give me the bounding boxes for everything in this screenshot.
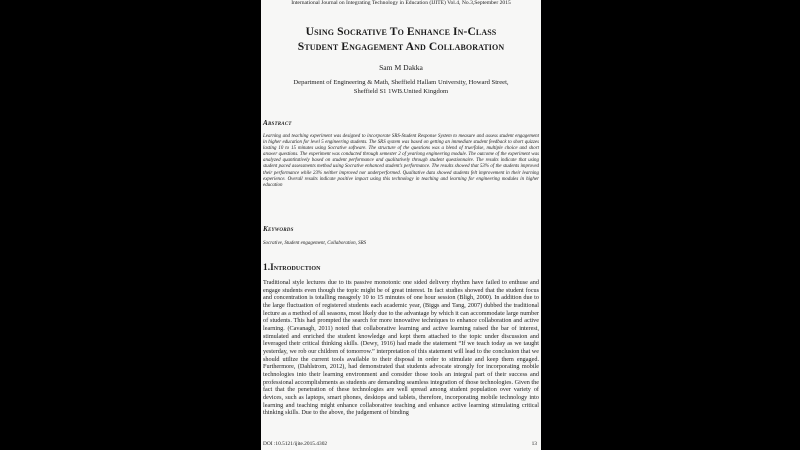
affiliation-line-1: Department of Engineering & Math, Sheffield Hallam University, Howard Street, [293, 79, 509, 86]
keywords-heading: Keywords [263, 225, 294, 233]
keywords-text: Socrative, Student engagement, Collaboration, SRS [263, 241, 367, 246]
abstract-heading: Abstract [263, 119, 292, 127]
author-name: Sam M Dakka [379, 63, 423, 72]
paper-title-line-2: Student Engagement And Collaboration [297, 39, 505, 53]
page-number: 13 [531, 441, 537, 447]
introduction-text: Traditional style lectures due to its passive monotonic one sided delivery rhythm have failed to enthuse and engage students even though the topic might be of great interest. In fact studies showed that the student focus and concentration is totalling meagrely 10 to 15 minutes of one hour session (Bligh, 2000). In addition due to the large fluctuation of registered students each academic year, (Biggs and Tang, 2007) dubbed the traditional lecture as a method of all seasons, most likely due to the advantage by which it can accommodate large number of students. This had prompted the search for more innovative techniques to enhance collaboration and active learning. (Cavanagh, 2011) noted that collaborative learning and active learning raised the bar of interest, stimulated and enriched the student knowledge and kept them attached to the topic under discussion and leveraged their critical thinking skills. (Dewy, 1916) had made the statement “If we teach today as we taught yesterday, we rob our children of tomorrow.” interpretation of this statement will lead to the conclusion that we should utilize the current tools available to their disposal in order to stimulate and keep them engaged. Furthermore, (Dahlstrom, 2012), had demonstrated that students advocate strongly for incorporating mobile technologies into their learning environment and consider those tools an integral part of their success and professional accomplishments as students are demanding seamless integration of those technologies. Given the fact that the penetration of these technologies are well spread among student population over variety of devices, such as laptops, smart phones, desktops and tablets, therefore, incorporating mobile technology into learning and teaching might enhance collaborative teaching and enhance active learning stimulating critical thinking skills. Due to the above, the judgement of binding [263, 279, 539, 417]
journal-header: International Journal on Integrating Technology in Education (IJITE) Vol.4, No.3,September 2015 [291, 0, 511, 6]
affiliation-line-2: Sheffield S1 1WB.United Kingdom [353, 88, 449, 95]
footer-doi: DOI :10.5121/ijite.2015.4302 [263, 441, 328, 447]
introduction-heading: 1.Introduction [263, 262, 321, 272]
paper-title [261, 25, 541, 54]
paper-page [261, 0, 541, 450]
author-affiliation [267, 78, 535, 96]
abstract-text: Learning and teaching experiment was designed to incorporate SRS-Student Response System to measure and assess student engagement in higher education for level 5 engineering students. The SRS system was based on getting an immediate student feedback to short quizzes lasting 10 to 15 minutes using Socrative software. The structure of the questions was a blend of true/false, multiple choice and short answer questions. The experiment was conducted through semester 2 of yearlong engineering module. The outcome of the experiment was analyzed quantitatively based on student performance and qualitatively through student questionnaire. The results indicate that using student paced assessments method using Socrative enhanced student’s performance. The results showed that 53% of the students improved their performance while 23% neither improved nor underperformed. Qualitative data showed students felt improvement in their learning experience. Overall results indicate positive impact using this technology in teaching and learning for engineering modules in higher education [263, 134, 539, 188]
paper-title-line-1: Using Socrative To Enhance In-Class [305, 25, 497, 38]
